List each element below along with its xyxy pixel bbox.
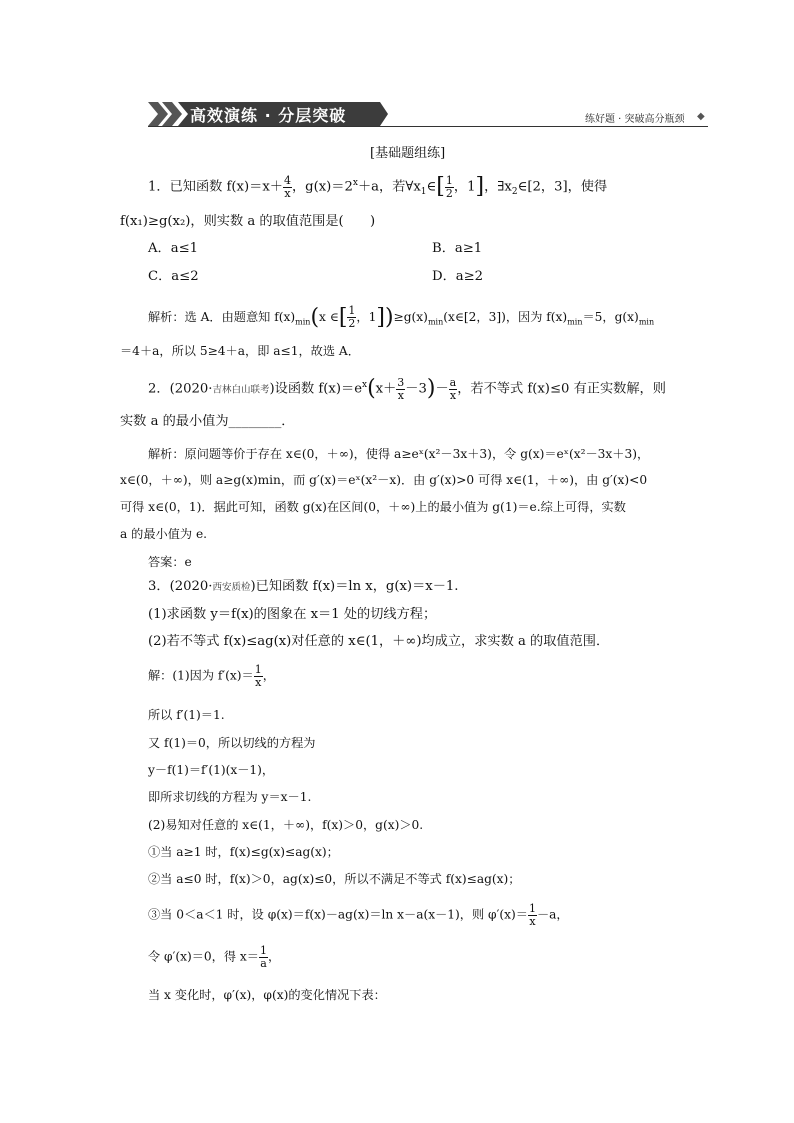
q3-solution-4: y－f(1)＝f′(1)(x－1)， xyxy=(148,763,275,777)
q2-solution-4: a 的最小值为 e. xyxy=(120,527,208,541)
q1-option-c: C．a≤2 xyxy=(148,269,199,284)
q3-part2: (2)若不等式 f(x)≤ag(x)对任意的 x∈(1，＋∞)均成立，求实数 a 的取值范围． xyxy=(148,634,610,649)
fraction: $\frac{4}{x}$ xyxy=(283,174,291,200)
fraction: $\frac{1}{a}$ xyxy=(260,944,267,970)
q3-solution-1: 解：(1)因为 f′(x)＝ $\frac{1}{x}$ ， xyxy=(148,663,275,689)
q1-option-a: A．a≤1 xyxy=(148,241,199,256)
q3-solution-11: 当 x 变化时，φ′(x)，φ(x)的变化情况下表： xyxy=(148,988,386,1002)
q1-line2: f(x₁)≥g(x₂)，则实数 a 的取值范围是( ) xyxy=(120,214,376,229)
q3-part1: (1)求函数 y＝f(x)的图象在 x＝1 处的切线方程； xyxy=(148,607,437,622)
q3-solution-9: ③当 0＜a＜1 时，设 φ(x)＝f(x)－ag(x)＝ln x－a(x－1)，则 φ′(x)＝ $\frac{1}{x}$ －a， xyxy=(148,902,569,928)
q3-solution-2: 所以 f′(1)＝1. xyxy=(148,708,225,722)
q1-option-b: B．a≥1 xyxy=(432,241,483,256)
header-slogan: 练好题 · 突破高分瓶颈 xyxy=(585,114,685,125)
banner-title: 高效演练 · 分层突破 xyxy=(190,106,347,125)
q2-answer: 答案：e xyxy=(148,555,192,569)
fraction: $\frac{1}{x}$ xyxy=(528,902,536,928)
q3-solution-7: ①当 a≥1 时，f(x)≤g(x)≤ag(x)； xyxy=(148,845,339,859)
fraction: $\frac{a}{x}$ xyxy=(449,376,457,402)
q1-line1: 1．已知函数 f(x)＝x＋ $\frac{4}{x}$ ，$g(x)=2^x+a$，若$\forall x_1\in$[ $\frac{1}{2}$ ，1]，$\exists x_2\in[2$，3]，使得 xyxy=(148,174,608,200)
q2-solution-3: 可得 x∈(0，1)．据此可知，函数 g(x)在区间(0，＋∞)上的最小值为 g(1)＝e.综上可得，实数 xyxy=(120,500,626,514)
diamond-icon: ◆ xyxy=(697,111,705,122)
header-rule xyxy=(148,126,708,127)
q3-solution-5: 即所求切线的方程为 y＝x－1. xyxy=(148,790,312,804)
fraction: $\frac{1}{2}$ xyxy=(348,304,356,330)
section-title: [基础题组练] xyxy=(370,146,446,161)
section-banner xyxy=(148,100,388,128)
q3-solution-3: 又 f(1)＝0，所以切线的方程为 xyxy=(148,736,316,750)
fraction: $\frac{1}{x}$ xyxy=(254,663,262,689)
q2-line1: 2．(2020·吉林白山联考)设函数 $f(x)=e^x(x+$ $\frac{3}{x}$ －3)－ $\frac{a}{x}$ ，若不等式 f(x)≤0 有正实数解，则 xyxy=(148,376,666,402)
q2-solution-2: x∈(0，＋∞)，则 a≥g(x)min，而 g′(x)＝eˣ(x²－x)．由 g′(x)>0 可得 x∈(1，＋∞)，由 g′(x)<0 xyxy=(120,473,648,487)
q2-line2: 实数 a 的最小值为________． xyxy=(120,414,295,429)
q3-solution-6: (2)易知对任意的 x∈(1，＋∞)，f(x)＞0，g(x)＞0. xyxy=(148,818,424,832)
fraction: $\frac{1}{2}$ xyxy=(445,174,453,200)
q1-solution-line1: 解析：选 A．由题意知 $f(x)_{min}(x$ ∈[ $\frac{1}{2}$ ，$1])\ge g(x)_{min}(x\in[2$，3])，因为 $f(x)_{min}=5$，$g(x)_{min}$ xyxy=(148,304,655,330)
q2-solution-1: 解析：原问题等价于存在 x∈(0，＋∞)，使得 a≥eˣ(x²－3x＋3)，令 g(x)＝eˣ(x²－3x＋3)， xyxy=(148,447,650,461)
q3-solution-10: 令 φ′(x)＝0，得 x＝ $\frac{1}{a}$ ， xyxy=(148,944,281,970)
q3-line1: 3．(2020·西安质检)已知函数 f(x)＝ln x，g(x)＝x－1. xyxy=(148,579,459,594)
q3-solution-8: ②当 a≤0 时，f(x)＞0，ag(x)≤0，所以不满足不等式 f(x)≤ag(x)； xyxy=(148,872,521,886)
q1-solution-line2: ＝4＋a，所以 5≥4＋a，即 a≤1，故选 A． xyxy=(120,344,360,358)
fraction: $\frac{3}{x}$ xyxy=(397,376,405,402)
q1-option-d: D．a≥2 xyxy=(432,269,484,284)
